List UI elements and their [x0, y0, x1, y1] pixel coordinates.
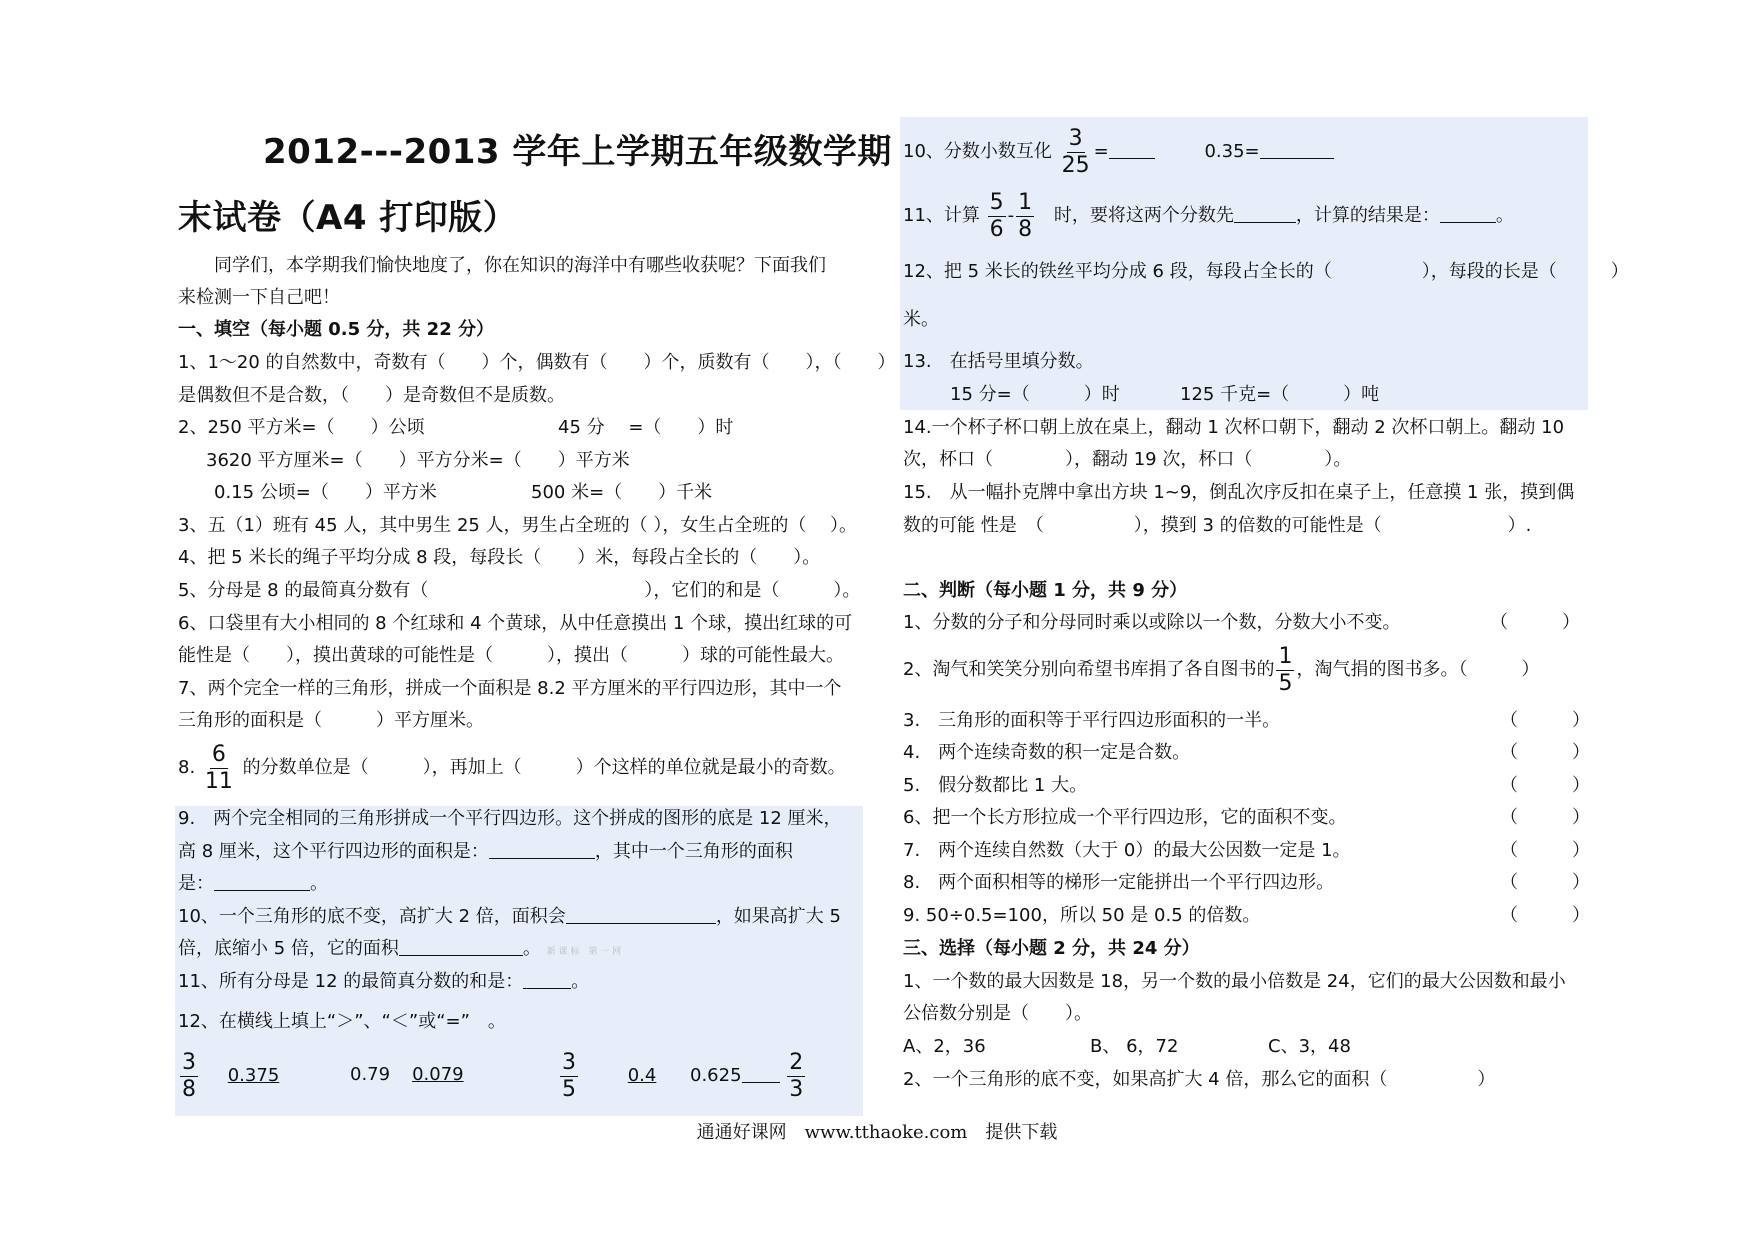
- c1-option-b[interactable]: B、 6，72: [1090, 1036, 1179, 1057]
- cmp3-denominator: 5: [562, 1076, 576, 1102]
- q2-line-1a: 2、250 平方米=（ ）公顷: [178, 417, 425, 438]
- section-1-heading: 一、填空（每小题 0.5 分，共 22 分）: [178, 319, 495, 340]
- q9-text-d: 。: [310, 873, 328, 894]
- q10-text-c: 倍，底缩小 5 倍，它的面积: [178, 938, 399, 959]
- q12-compare-2: [350, 1063, 464, 1087]
- watermark-text: 新 课 标 第 一 网: [546, 947, 622, 957]
- q9-blank-1[interactable]: [489, 840, 595, 859]
- j4-paren[interactable]: （ ）: [1500, 742, 1590, 763]
- q9-text-a: 高 8 厘米，这个平行四边形的面积是：: [178, 841, 489, 862]
- j6-paren[interactable]: （ ）: [1500, 807, 1590, 828]
- c1-option-c[interactable]: C、3，48: [1268, 1036, 1351, 1057]
- cmp1-value[interactable]: 0.375: [227, 1065, 280, 1086]
- cmp1-fraction: [180, 1050, 198, 1103]
- j5-paren[interactable]: （ ）: [1500, 775, 1590, 796]
- q10-text-d: 。: [522, 938, 541, 959]
- cmp3-value[interactable]: 0.4: [627, 1065, 657, 1086]
- r10-text-c: 0.35=: [1204, 141, 1260, 162]
- q2-line-2: 3620 平方厘米=（ ）平方分米=（ ）平方米: [206, 450, 630, 471]
- q11-blank[interactable]: [523, 970, 571, 989]
- r10-numerator: 3: [1068, 125, 1083, 151]
- cmp4-fraction: [787, 1050, 805, 1103]
- q8-denominator: 11: [204, 768, 233, 794]
- j2-fraction: [1276, 644, 1294, 697]
- r11-numerator-2: 1: [1018, 189, 1033, 215]
- r11-fraction-2: [1016, 190, 1034, 243]
- q7-line-1: 7、两个完全一样的三角形，拼成一个面积是 8.2 平方厘米的平行四边形，其中一个: [178, 678, 842, 699]
- q9-text-c: 是：: [178, 873, 214, 894]
- r13-line-1: 13. 在括号里填分数。: [903, 351, 1094, 372]
- intro-line-1: 同学们，本学期我们愉快地度了，你在知识的海洋中有哪些收获呢？下面我们: [214, 255, 826, 276]
- cmp3-fraction: [560, 1050, 578, 1103]
- q10-blank-1[interactable]: [566, 905, 716, 924]
- r11-operator: -: [1007, 205, 1015, 226]
- r13-line-2b: 125 千克=（ ）吨: [1180, 384, 1380, 405]
- j2-numerator: 1: [1278, 643, 1293, 669]
- j5: 5. 假分数都比 1 大。: [903, 775, 1088, 796]
- r11-text-d: 。: [1495, 205, 1514, 226]
- cmp4-denominator: 3: [789, 1076, 804, 1102]
- j1: 1、分数的分子和分母同时乘以或除以一个数，分数大小不变。: [903, 612, 1401, 633]
- r11-text-c: ，计算的结果是：: [1295, 205, 1440, 226]
- q8-number: 8.: [178, 757, 196, 778]
- q12-compare-1: [178, 1048, 283, 1104]
- r11-blank-2[interactable]: [1440, 204, 1496, 223]
- cmp1-denominator: 8: [182, 1076, 196, 1102]
- cmp3-numerator: 3: [562, 1049, 576, 1075]
- cmp4-numerator: 2: [789, 1049, 804, 1075]
- r11-text-b: 时，要将这两个分数先: [1053, 205, 1234, 226]
- r12-line-1: 12、把 5 米长的铁丝平均分成 6 段，每段占全长的（ ），每段的长是（ ）: [903, 261, 1629, 282]
- q10-text-b: ，如果高扩大 5: [715, 906, 841, 927]
- q9-blank-2[interactable]: [214, 872, 310, 891]
- q1-line-1: 1、1～20 的自然数中，奇数有（ ）个，偶数有（ ）个，质数有（ ），（ ）: [178, 352, 896, 373]
- j8: 8. 两个面积相等的梯形一定能拼出一个平行四边形。: [903, 872, 1335, 893]
- r10-blank-1[interactable]: [1109, 140, 1155, 159]
- r10-blank-2[interactable]: [1260, 140, 1334, 159]
- j2-denominator: 5: [1278, 670, 1293, 696]
- r11: [903, 188, 1514, 244]
- intro-line-2: 来检测一下自己吧！: [178, 287, 340, 308]
- j2-text-a: 2、淘气和笑笑分别向希望书库捐了各自图书的: [903, 659, 1275, 680]
- q8: [178, 740, 846, 796]
- title-line-1: 2012---2013 学年上学期五年级数学期: [263, 132, 892, 172]
- q6-line-1: 6、口袋里有大小相同的 8 个红球和 4 个黄球，从中任意摸出 1 个球，摸出红球的可: [178, 613, 853, 634]
- j6: 6、把一个长方形拉成一个平行四边形，它的面积不变。: [903, 807, 1347, 828]
- r13-line-2a: 15 分=（ ）时: [950, 384, 1120, 405]
- q7-line-2: 三角形的面积是（ ）平方厘米。: [178, 710, 484, 731]
- q2-line-1b: 45 分 =（ ）时: [558, 417, 734, 438]
- cmp2-a: 0.79: [350, 1064, 391, 1085]
- j2-text-b: ，淘气捐的图书多。（ ）: [1296, 659, 1540, 680]
- r11-text-a: 11、计算: [903, 205, 980, 226]
- c2: 2、一个三角形的底不变，如果高扩大 4 倍，那么它的面积（ ）: [903, 1069, 1496, 1090]
- section-2-heading: 二、判断（每小题 1 分，共 9 分）: [903, 580, 1188, 601]
- r10-fraction: [1060, 126, 1092, 179]
- q9-line-2: [178, 840, 793, 864]
- q8-text: 的分数单位是（ ），再加上（ ）个这样的单位就是最小的奇数。: [242, 757, 846, 778]
- q8-numerator: 6: [211, 741, 226, 767]
- cmp1-numerator: 3: [182, 1049, 196, 1075]
- q4: 4、把 5 米长的绳子平均分成 8 段，每段长（ ）米，每段占全长的（ ）。: [178, 547, 821, 568]
- q1-line-2: 是偶数但不是合数，（ ）是奇数但不是质数。: [178, 385, 565, 406]
- cmp4-blank[interactable]: [742, 1064, 780, 1083]
- q3: 3、五（1）班有 45 人，其中男生 25 人，男生占全班的（ ），女生占全班的（ ）。: [178, 515, 858, 536]
- r11-fraction-1: [988, 190, 1006, 243]
- q12-compare-3: [558, 1048, 656, 1104]
- q8-fraction: [203, 742, 235, 795]
- q11-text-a: 11、所有分母是 12 的最简真分数的和是：: [178, 971, 524, 992]
- r14-line-2: 次，杯口（ ），翻动 19 次，杯口（ ）。: [903, 449, 1352, 470]
- q9-line-3: [178, 872, 328, 896]
- section-3-heading: 三、选择（每小题 2 分，共 24 分）: [903, 938, 1200, 959]
- r10: [903, 124, 1334, 180]
- r11-denominator-1: 6: [989, 216, 1004, 242]
- j9-paren[interactable]: （ ）: [1500, 905, 1590, 926]
- r14-line-1: 14.一个杯子杯口朝上放在桌上，翻动 1 次杯口朝下，翻动 2 次杯口朝上。翻动 10: [903, 417, 1565, 438]
- q12: 12、在横线上填上“＞”、“＜”或“=” 。: [178, 1011, 506, 1032]
- j3-paren[interactable]: （ ）: [1500, 710, 1590, 731]
- r12-line-2: 米。: [903, 309, 939, 330]
- q6-line-2: 能性是（ ），摸出黄球的可能性是（ ），摸出（ ）球的可能性最大。: [178, 645, 844, 666]
- q9-line-1: 9. 两个完全相同的三角形拼成一个平行四边形。这个拼成的图形的底是 12 厘米，: [178, 808, 842, 829]
- r11-blank-1[interactable]: [1234, 204, 1296, 223]
- q10-blank-2[interactable]: [399, 937, 523, 956]
- j7: 7. 两个连续自然数（大于 0）的最大公因数一定是 1。: [903, 840, 1351, 861]
- j1-paren[interactable]: （ ）: [1490, 612, 1580, 633]
- r10-equals: =: [1093, 141, 1109, 162]
- title-line-2: 末试卷（A4 打印版）: [178, 198, 518, 238]
- j8-paren[interactable]: （ ）: [1500, 872, 1590, 893]
- j9: 9. 50÷0.5=100，所以 50 是 0.5 的倍数。: [903, 905, 1261, 926]
- j2: [903, 642, 1539, 698]
- q10-text-a: 10、一个三角形的底不变，高扩大 2 倍，面积会: [178, 906, 566, 927]
- r15-line-2: 数的可能 性是 （ ），摸到 3 的倍数的可能性是（ ）.: [903, 515, 1532, 536]
- j4: 4. 两个连续奇数的积一定是合数。: [903, 742, 1191, 763]
- r10-text-a: 10、分数小数互化: [903, 141, 1052, 162]
- c1-line-1: 1、一个数的最大因数是 18，另一个数的最小倍数是 24，它们的最大公因数和最小: [903, 971, 1566, 992]
- q11: [178, 970, 589, 994]
- r10-denominator: 25: [1061, 152, 1090, 178]
- r11-denominator-2: 8: [1018, 216, 1033, 242]
- q5: 5、分母是 8 的最简真分数有（ ），它们的和是（ ）。: [178, 580, 861, 601]
- r15-line-1: 15. 从一幅扑克牌中拿出方块 1~9，倒乱次序反扣在桌子上，任意摸 1 张，摸到偶: [903, 482, 1575, 503]
- q10-line-1: [178, 905, 841, 929]
- q9-text-b: ，其中一个三角形的面积: [594, 841, 793, 862]
- c1-option-a[interactable]: A、2，36: [903, 1036, 986, 1057]
- r11-numerator-1: 5: [989, 189, 1004, 215]
- j7-paren[interactable]: （ ）: [1500, 840, 1590, 861]
- j3: 3. 三角形的面积等于平行四边形面积的一半。: [903, 710, 1281, 731]
- q12-compare-4: [690, 1048, 807, 1104]
- q2-line-3b: 500 米=（ ）千米: [531, 482, 713, 503]
- q10-line-2: [178, 937, 621, 964]
- c1-line-2: 公倍数分别是（ ）。: [903, 1003, 1092, 1024]
- cmp2-b[interactable]: 0.079: [412, 1064, 464, 1085]
- cmp4-a: 0.625: [690, 1065, 742, 1086]
- q2-line-3a: 0.15 公顷=（ ）平方米: [214, 482, 437, 503]
- q11-text-b: 。: [571, 971, 590, 992]
- footer-credit: 通通好课网 www.tthaoke.com 提供下载: [696, 1122, 1058, 1143]
